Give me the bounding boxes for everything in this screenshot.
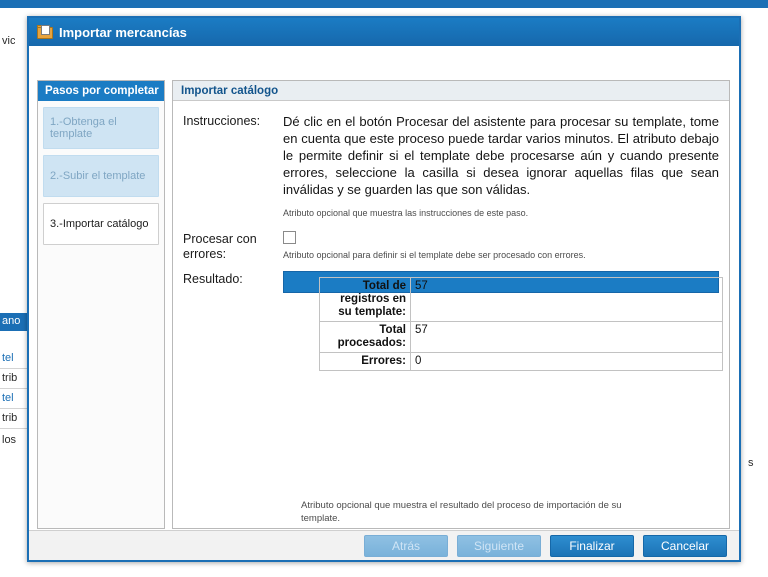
step-item-3-import-catalog[interactable] bbox=[43, 203, 159, 245]
steps-panel bbox=[37, 80, 165, 529]
background-divider-2 bbox=[0, 388, 27, 389]
background-text-tel-1: tel bbox=[2, 352, 14, 364]
background-text-ano: ano bbox=[2, 315, 21, 327]
instructions-hint: Atributo opcional que muestra las instrucciones de este paso. bbox=[283, 208, 529, 218]
process-with-errors-checkbox[interactable] bbox=[283, 231, 296, 244]
total-processed-value: 57 bbox=[411, 322, 723, 353]
instructions-row bbox=[183, 113, 719, 198]
import-folder-icon bbox=[37, 25, 53, 40]
step-item-2-upload-template[interactable] bbox=[43, 155, 159, 197]
steps-panel-header: Pasos por completar bbox=[38, 81, 164, 101]
finish-button[interactable]: Finalizar bbox=[550, 535, 634, 557]
total-processed-label: Total procesados: bbox=[320, 322, 411, 353]
content-panel bbox=[172, 80, 730, 529]
background-text-los: los bbox=[2, 434, 17, 446]
table-row bbox=[320, 278, 723, 322]
dialog-body bbox=[29, 46, 739, 560]
errors-label: Errores: bbox=[320, 353, 411, 371]
step-item-1-obtain-template[interactable] bbox=[43, 107, 159, 149]
background-text-trib-2: trib bbox=[2, 412, 18, 424]
background-text-vic: vic bbox=[2, 35, 16, 47]
table-row bbox=[320, 322, 723, 353]
result-label: Resultado: bbox=[183, 272, 243, 286]
process-with-errors-hint: Atributo opcional para definir si el template debe ser procesado con errores. bbox=[283, 250, 586, 260]
total-records-value: 57 bbox=[411, 278, 723, 322]
background-text-tel-2: tel bbox=[2, 392, 14, 404]
result-hint: Atributo opcional que muestra el resultado del proceso de importación de su template. bbox=[301, 500, 622, 524]
import-goods-dialog bbox=[27, 16, 741, 562]
form-area bbox=[173, 101, 729, 293]
total-records-label: Total de registros en su template: bbox=[320, 278, 411, 322]
step-item-label: 1.-Obtenga el template bbox=[50, 116, 117, 140]
instructions-hint-row bbox=[183, 202, 719, 219]
dialog-footer bbox=[29, 530, 739, 560]
spacer-label bbox=[183, 202, 283, 203]
results-table bbox=[319, 277, 723, 371]
process-with-errors-label: Procesar con errores: bbox=[183, 232, 257, 261]
back-button[interactable]: Atrás bbox=[364, 535, 448, 557]
cancel-button[interactable]: Cancelar bbox=[643, 535, 727, 557]
step-item-label: 3.-Importar catálogo bbox=[50, 218, 149, 230]
dialog-title-bar bbox=[29, 18, 739, 46]
dialog-title: Importar mercancías bbox=[59, 24, 187, 40]
instructions-text: Dé clic en el botón Procesar del asistente para procesar su template, tome en cuenta que este proceso puede tardar varios minutos. El atributo debajo le permite definir si el template debe procesarse aún y cuando presente errores, seleccione la casilla si desea ignorar aquellas filas que sean inválidas y se guarden las que son válidas. bbox=[283, 114, 719, 197]
background-divider-4 bbox=[0, 428, 27, 429]
background-divider-1 bbox=[0, 368, 27, 369]
background-text-trib-1: trib bbox=[2, 372, 18, 384]
next-button[interactable]: Siguiente bbox=[457, 535, 541, 557]
content-panel-header: Importar catálogo bbox=[173, 81, 729, 101]
errors-value: 0 bbox=[411, 353, 723, 371]
step-item-label: 2.-Subir el template bbox=[50, 170, 146, 182]
background-top-bar bbox=[0, 0, 768, 8]
table-row bbox=[320, 353, 723, 371]
background-left-strip bbox=[0, 8, 26, 577]
background-divider-3 bbox=[0, 408, 27, 409]
process-with-errors-row bbox=[183, 231, 719, 262]
background-text-right: s bbox=[748, 457, 754, 469]
instructions-label: Instrucciones: bbox=[183, 114, 261, 128]
